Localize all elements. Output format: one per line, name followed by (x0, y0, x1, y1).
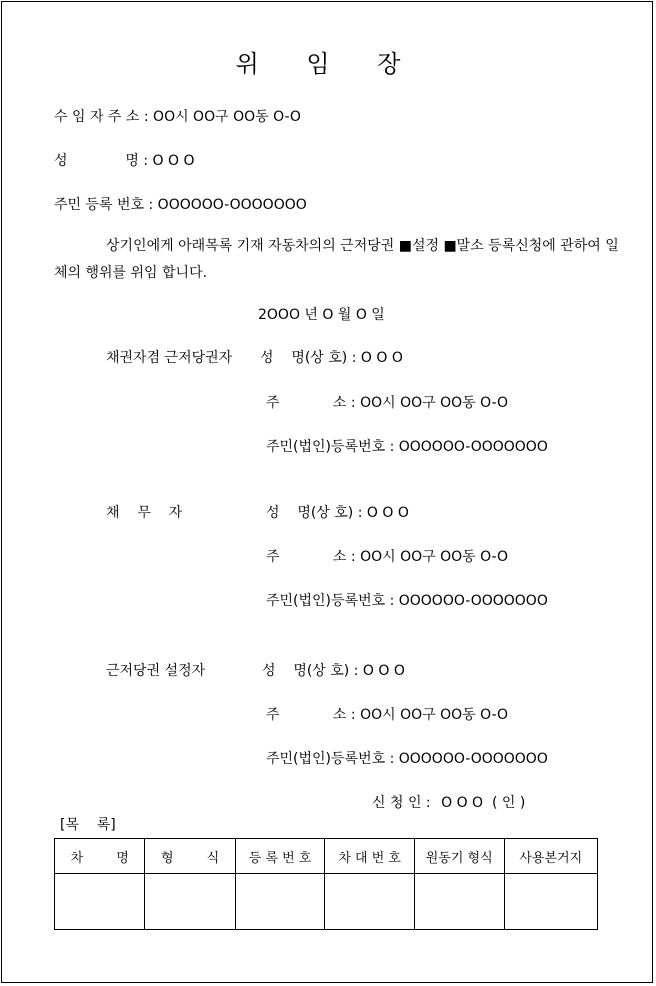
applicant-value: O O O ( 인 ) (441, 795, 526, 811)
debtor-id-label: 주민(법인)등록번호 : (266, 593, 395, 609)
setter-id-line (266, 748, 548, 768)
table-header-row (55, 839, 598, 874)
document-date: 2OOO 년 O 월 O 일 (258, 307, 385, 323)
grantee-name-value: O O O (152, 153, 195, 169)
delegation-paragraph (54, 233, 624, 287)
setter-id-value: OOOOOO-OOOOOOO (398, 751, 548, 767)
grantee-name-line (54, 150, 195, 170)
debtor-role: 채 무 자 (106, 505, 183, 521)
column-vehicle-name: 차 명 (55, 839, 145, 874)
setter-name-line (262, 660, 405, 680)
grantee-id-label: 주민 등록 번호 : (54, 197, 154, 213)
table-row (55, 874, 598, 930)
debtor-address-label: 주 소 : (266, 549, 356, 565)
setter-name-value: O O O (362, 663, 405, 679)
creditor-role: 채권자겸 근저당권자 (106, 350, 233, 366)
setter-address-label: 주 소 : (266, 707, 356, 723)
debtor-id-value: OOOOOO-OOOOOOO (398, 593, 548, 609)
creditor-address-line (266, 392, 508, 412)
grantee-id-line (54, 194, 307, 214)
setter-name-label: 성 명(상 호) : (262, 663, 359, 679)
vehicle-list-table (54, 838, 598, 930)
debtor-name-label: 성 명(상 호) : (266, 505, 363, 521)
applicant-line (372, 792, 525, 812)
column-model: 형 식 (145, 839, 235, 874)
debtor-name-line (266, 502, 409, 522)
setter-address-value: OO시 OO구 OO동 O-O (360, 707, 508, 723)
creditor-address-value: OO시 OO구 OO동 O-O (360, 395, 508, 411)
debtor-name-value: O O O (366, 505, 409, 521)
table-cell (55, 874, 145, 930)
document-title: 위 임 장 (235, 50, 421, 78)
applicant-label: 신 청 인 : (372, 795, 431, 811)
creditor-address-label: 주 소 : (266, 395, 356, 411)
setter-role: 근저당권 설정자 (106, 663, 206, 679)
creditor-id-line (266, 436, 548, 456)
column-home-base: 사용본거지 (504, 839, 598, 874)
grantee-name-label: 성 명 : (54, 153, 149, 169)
setter-id-label: 주민(법인)등록번호 : (266, 751, 395, 767)
debtor-address-value: OO시 OO구 OO동 O-O (360, 549, 508, 565)
debtor-address-line (266, 546, 508, 566)
table-cell (235, 874, 325, 930)
debtor-id-line (266, 590, 548, 610)
creditor-name-value: O O O (360, 350, 403, 366)
delegation-text: 상기인에게 아래목록 기재 자동차의의 근저당권 ■설정 ■말소 등록신청에 관하여 일체의 행위를 위임 합니다. (54, 238, 619, 281)
table-cell (325, 874, 415, 930)
table-cell (145, 874, 235, 930)
setter-address-line (266, 704, 508, 724)
column-engine-type: 원동기 형식 (414, 839, 504, 874)
creditor-id-label: 주민(법인)등록번호 : (266, 439, 395, 455)
table-cell (414, 874, 504, 930)
list-heading: [목 록] (60, 817, 116, 833)
grantee-address-label: 수 임 자 주 소 : (54, 109, 149, 125)
grantee-address-value: OO시 OO구 OO동 O-O (153, 109, 301, 125)
column-chassis-number: 차 대 번 호 (325, 839, 415, 874)
table-cell (504, 874, 598, 930)
creditor-name-line (260, 347, 403, 367)
creditor-name-label: 성 명(상 호) : (260, 350, 357, 366)
document-frame (1, 1, 653, 983)
column-registration-number: 등 록 번 호 (235, 839, 325, 874)
creditor-id-value: OOOOOO-OOOOOOO (398, 439, 548, 455)
grantee-id-value: OOOOOO-OOOOOOO (157, 197, 307, 213)
grantee-address-line (54, 106, 301, 126)
